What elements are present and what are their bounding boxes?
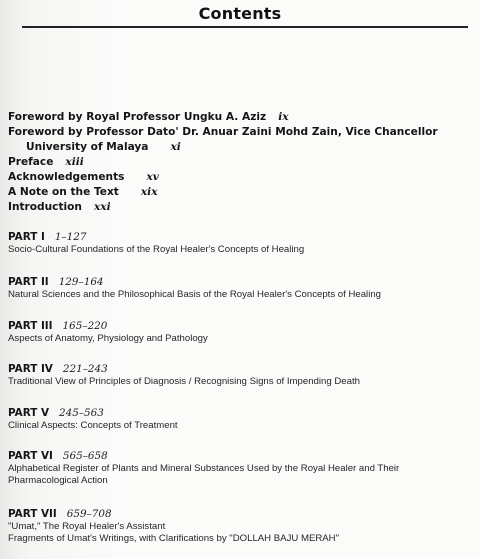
toc-entry-page: xxi <box>93 201 111 213</box>
toc-entry-page: ix <box>278 111 289 123</box>
front-matter-list <box>8 110 478 215</box>
part-description: Natural Sciences and the Philosophical Basis of the Royal Healer's Concepts of Healing <box>8 289 381 300</box>
part-page-range: 1–127 <box>54 231 87 243</box>
toc-entry-text: Foreword by Royal Professor Ungku A. Aziz <box>8 111 267 123</box>
part-label: PART III <box>8 320 53 332</box>
part-description-cont: Pharmacological Action <box>8 475 108 486</box>
toc-entry-text: Introduction <box>8 201 82 213</box>
toc-part-7 <box>8 507 474 545</box>
part-description: Aspects of Anatomy, Physiology and Pathology <box>8 333 208 344</box>
toc-part-3 <box>8 319 474 345</box>
part-description: Clinical Aspects: Concepts of Treatment <box>8 420 178 431</box>
part-description-cont: Fragments of Umat's Writings, with Clarifications by "DOLLAH BAJU MERAH" <box>8 533 340 544</box>
toc-entry-foreword-aziz <box>8 110 478 125</box>
title-rule <box>22 26 468 28</box>
part-description: Traditional View of Principles of Diagnosis / Recognising Signs of Impending Death <box>8 376 360 387</box>
page-title: Contents <box>198 4 282 23</box>
toc-entry-text: Foreword by Professor Dato' Dr. Anuar Zaini Mohd Zain, Vice Chancellor <box>8 126 438 138</box>
part-label: PART V <box>8 407 49 419</box>
toc-part-1 <box>8 230 474 256</box>
part-page-range: 129–164 <box>58 276 104 288</box>
part-label: PART II <box>8 276 49 288</box>
toc-entry-page: xiii <box>65 156 84 168</box>
part-label: PART VII <box>8 508 57 520</box>
part-label: PART VI <box>8 450 53 462</box>
toc-entry-text: Acknowledgements <box>8 171 125 183</box>
toc-entry-page: xi <box>170 141 181 153</box>
toc-entry-acknowledgements <box>8 170 478 185</box>
toc-entry-text: Preface <box>8 156 54 168</box>
part-heading <box>8 319 474 333</box>
toc-entry-foreword-zain <box>8 125 478 140</box>
part-heading <box>8 362 474 376</box>
toc-entry-page: xv <box>146 171 159 183</box>
toc-entry-page: xix <box>140 186 158 198</box>
toc-part-4 <box>8 362 474 388</box>
toc-entry-foreword-zain-cont <box>8 140 478 155</box>
toc-part-2 <box>8 275 474 301</box>
toc-part-6 <box>8 449 474 487</box>
part-page-range: 659–708 <box>66 508 112 520</box>
part-page-range: 165–220 <box>62 320 108 332</box>
part-heading <box>8 230 474 244</box>
part-label: PART IV <box>8 363 53 375</box>
part-page-range: 221–243 <box>62 363 108 375</box>
part-label: PART I <box>8 231 45 243</box>
toc-part-5 <box>8 406 474 432</box>
part-description: Socio-Cultural Foundations of the Royal Healer's Concepts of Healing <box>8 244 305 255</box>
part-description: "Umat," The Royal Healer's Assistant <box>8 521 166 532</box>
part-page-range: 565–658 <box>62 450 108 462</box>
toc-entry-note-on-text <box>8 185 478 200</box>
part-heading <box>8 406 474 420</box>
part-heading <box>8 449 474 463</box>
toc-entry-preface <box>8 155 478 170</box>
part-heading <box>8 275 474 289</box>
toc-entry-text: A Note on the Text <box>8 186 119 198</box>
part-page-range: 245–563 <box>58 407 104 419</box>
part-heading <box>8 507 474 521</box>
toc-entry-text: University of Malaya <box>26 141 149 153</box>
part-description: Alphabetical Register of Plants and Mineral Substances Used by the Royal Healer and Their <box>8 463 400 474</box>
toc-entry-introduction <box>8 200 478 215</box>
